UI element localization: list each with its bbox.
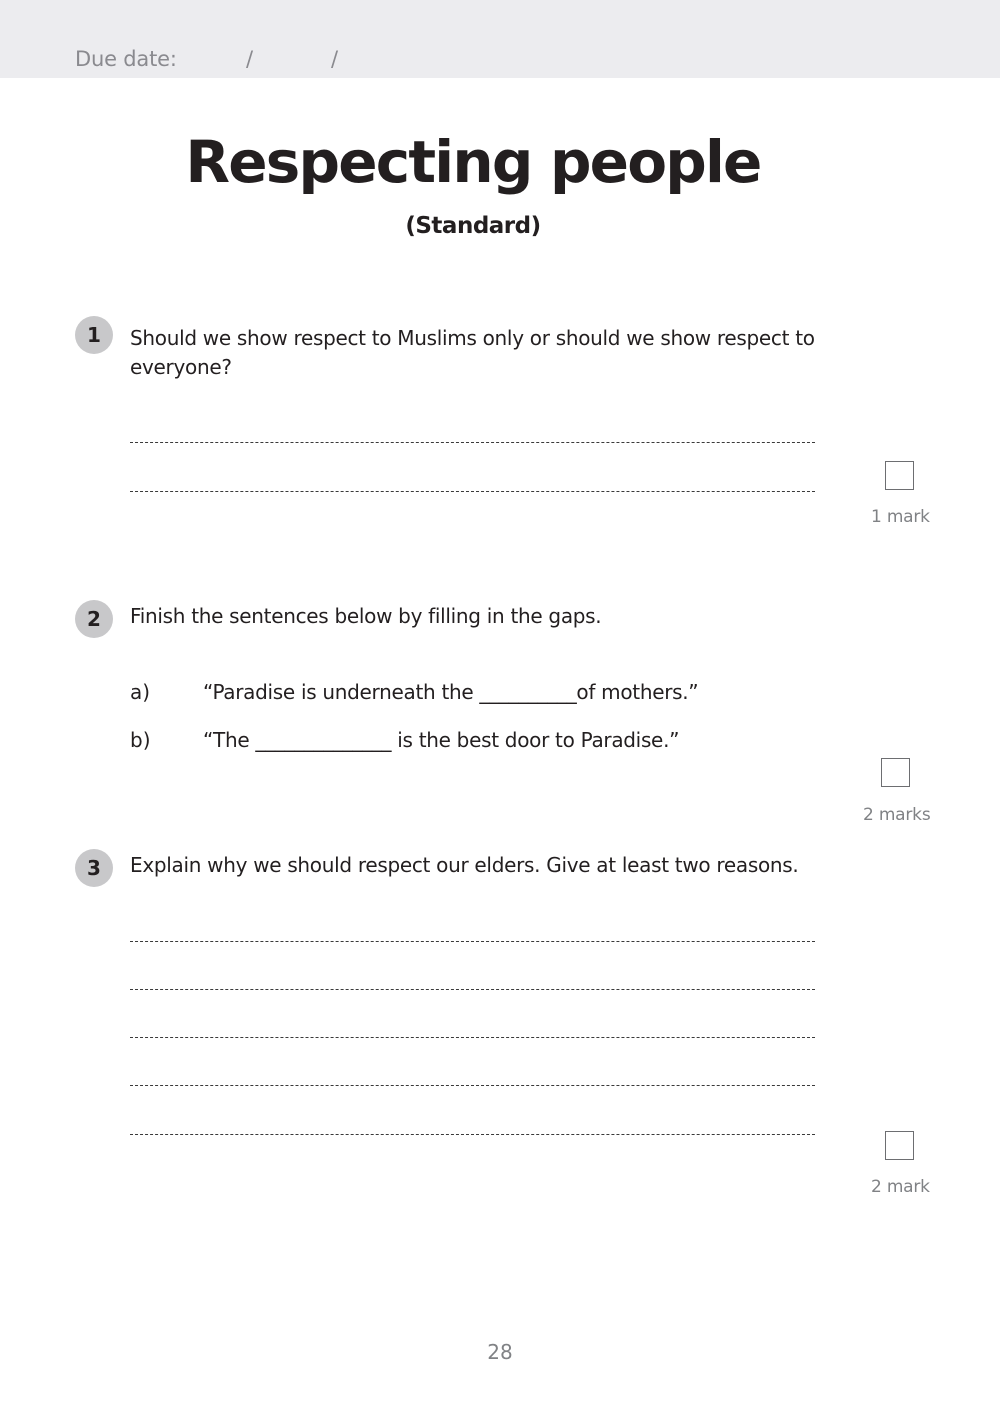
- question-2-text: Finish the sentences below by filling in the gaps.: [130, 604, 602, 628]
- mark-box-2[interactable]: [881, 758, 910, 787]
- item-letter-b: b): [130, 728, 151, 752]
- mark-box-3[interactable]: [885, 1131, 914, 1160]
- page-number: 28: [487, 1340, 513, 1364]
- page-subtitle: (Standard): [405, 213, 541, 239]
- question-1-text: Should we show respect to Muslims only or should we show respect to everyone?: [130, 326, 815, 379]
- question-number-2: 2: [75, 600, 113, 638]
- mark-box-1[interactable]: [885, 461, 914, 490]
- item-letter-a: a): [130, 680, 151, 704]
- answer-line-3-3[interactable]: [130, 1037, 815, 1038]
- answer-line-3-2[interactable]: [130, 989, 815, 990]
- mark-label-3: 2 mark: [871, 1177, 930, 1197]
- question-3-text: Explain why we should respect our elders. Give at least two reasons.: [130, 853, 799, 877]
- answer-line-1-2[interactable]: [130, 491, 815, 492]
- mark-label-2: 2 marks: [863, 805, 931, 825]
- due-date-label: Due date:: [75, 47, 177, 71]
- due-date-slash-1: /: [246, 47, 254, 71]
- page-title: Respecting people: [185, 128, 761, 196]
- mark-label-1: 1 mark: [871, 507, 930, 527]
- item-text-b: “The ______________ is the best door to Paradise.”: [203, 728, 680, 752]
- answer-line-3-5[interactable]: [130, 1134, 815, 1135]
- answer-line-3-1[interactable]: [130, 941, 815, 942]
- header-band: [0, 0, 1000, 78]
- answer-line-1-1[interactable]: [130, 442, 815, 443]
- item-text-a: “Paradise is underneath the __________of mothers.”: [203, 680, 699, 704]
- question-number-1: 1: [75, 316, 113, 354]
- question-number-3: 3: [75, 849, 113, 887]
- answer-line-3-4[interactable]: [130, 1085, 815, 1086]
- due-date-slash-2: /: [331, 47, 339, 71]
